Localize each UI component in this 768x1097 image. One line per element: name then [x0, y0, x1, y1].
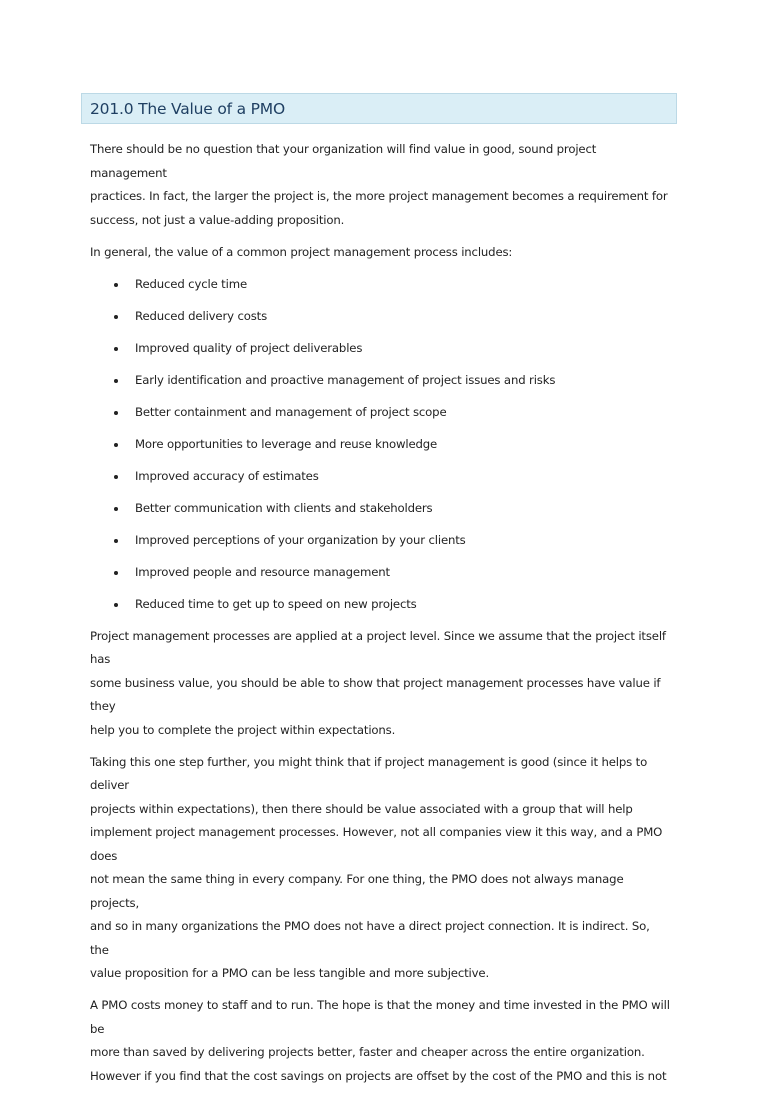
text-line: However if you find that the cost savings on projects are offset by the cost of the PMO and this is not	[90, 1068, 667, 1083]
bullet-icon	[114, 539, 118, 543]
bullet-icon	[114, 507, 118, 511]
section-heading-box	[81, 93, 677, 124]
list-item-text: Improved accuracy of estimates	[135, 468, 319, 483]
list-intro-paragraph: In general, the value of a common project management process includes:	[90, 244, 513, 259]
list-item-text: Improved perceptions of your organization by your clients	[135, 532, 466, 547]
text-line: projects within expectations), then there should be value associated with a group that will help	[90, 801, 633, 816]
list-item	[90, 369, 670, 393]
list-item	[90, 401, 670, 425]
bullet-icon	[114, 283, 118, 287]
body-paragraph	[90, 994, 670, 1088]
list-item-text: More opportunities to leverage and reuse knowledge	[135, 436, 438, 451]
text-line: not mean the same thing in every company. For one thing, the PMO does not always manage projects,	[90, 872, 624, 910]
intro-paragraph	[90, 138, 670, 232]
list-item	[90, 465, 670, 489]
bullet-icon	[114, 443, 118, 447]
list-item-text: Early identification and proactive management of project issues and risks	[135, 372, 556, 387]
list-item-text: Reduced time to get up to speed on new projects	[135, 596, 417, 611]
text-line: more than saved by delivering projects better, faster and cheaper across the entire organization.	[90, 1045, 645, 1059]
bullet-icon	[114, 379, 118, 383]
list-item-text: Improved quality of project deliverables	[135, 340, 363, 355]
list-item	[90, 593, 670, 617]
text-line: value proposition for a PMO can be less tangible and more subjective.	[90, 966, 490, 980]
list-item	[90, 337, 670, 361]
document-body	[90, 138, 670, 1097]
text-line: implement project management processes. However, not all companies view it this way, and a PMO does	[90, 825, 663, 863]
bullet-icon	[114, 603, 118, 607]
bullet-icon	[114, 411, 118, 415]
bullet-icon	[114, 475, 118, 479]
list-item	[90, 561, 670, 585]
text-line: Project management processes are applied at a project level. Since we assume that the project itself has	[90, 628, 666, 666]
list-item-text: Better communication with clients and stakeholders	[135, 500, 433, 515]
list-item-text: Improved people and resource management	[135, 564, 390, 579]
bullet-icon	[114, 347, 118, 351]
bullet-icon	[114, 315, 118, 319]
list-item-text: Reduced cycle time	[135, 276, 247, 291]
benefits-list	[90, 273, 670, 617]
text-line: practices. In fact, the larger the project is, the more project management becomes a requirement for	[90, 189, 668, 203]
list-item	[90, 497, 670, 521]
text-line: A PMO costs money to staff and to run. The hope is that the money and time invested in the PMO will be	[90, 998, 670, 1036]
list-item-text: Better containment and management of project scope	[135, 404, 447, 419]
text-line: success, not just a value-adding proposition.	[90, 212, 345, 227]
body-paragraph	[90, 625, 670, 743]
list-item	[90, 529, 670, 553]
text-line: There should be no question that your organization will find value in good, sound project management	[90, 142, 597, 180]
list-item	[90, 305, 670, 329]
section-title: 201.0 The Value of a PMO	[90, 99, 285, 118]
list-item	[90, 273, 670, 297]
list-item	[90, 433, 670, 457]
list-item-text: Reduced delivery costs	[135, 308, 268, 323]
text-line: Taking this one step further, you might think that if project management is good (since it helps to deliver	[90, 754, 648, 792]
text-line: help you to complete the project within expectations.	[90, 722, 396, 737]
body-paragraph	[90, 751, 670, 986]
bullet-icon	[114, 571, 118, 575]
text-line: and so in many organizations the PMO does not have a direct project connection. It is indirect. So, the	[90, 919, 650, 957]
text-line: some business value, you should be able to show that project management processes have value if they	[90, 675, 661, 713]
